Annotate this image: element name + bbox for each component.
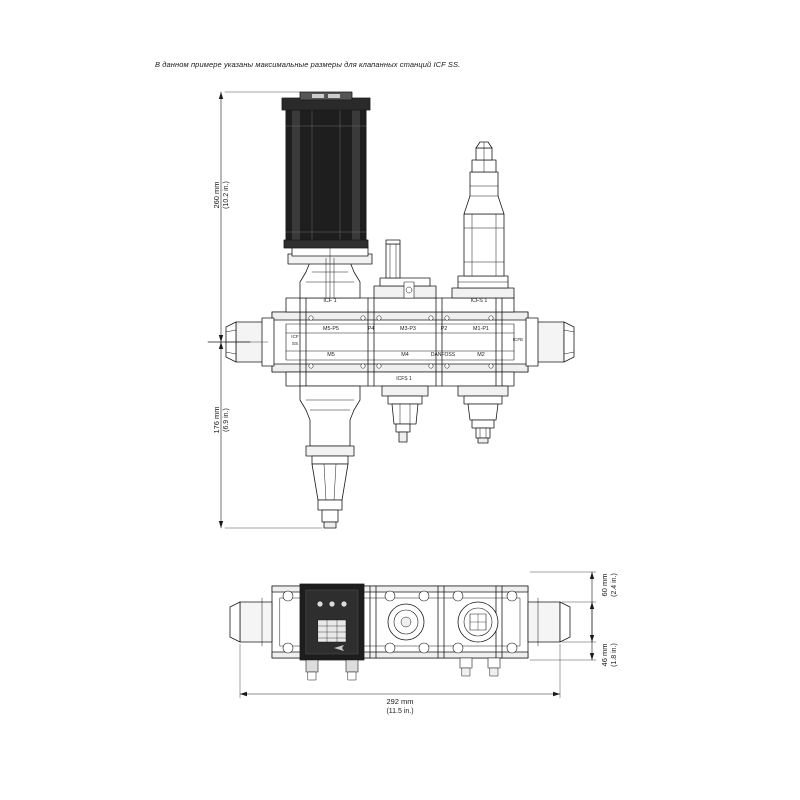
- front-view-module-solenoid: [452, 142, 514, 298]
- mark-port-m2: M2: [477, 352, 485, 358]
- dim-label-292: 292 mm (11.5 in.): [386, 697, 414, 716]
- mark-port-m5: M5: [327, 352, 335, 358]
- dim-label-60: 60 mm (2.4 in.): [600, 573, 619, 597]
- mark-bottom-center: ICFS 1: [396, 376, 412, 382]
- mark-port-p5: M5-P5: [323, 326, 339, 332]
- front-view-module-actuator: [282, 92, 372, 298]
- front-view-lower-stem-right: [458, 386, 508, 443]
- mark-brand: DANFOSS: [430, 352, 456, 358]
- dim-label-46: 46 mm (1.8 in.): [600, 643, 619, 667]
- mark-port-m4: M4: [401, 352, 409, 358]
- mark-port-p2: P2: [440, 326, 448, 332]
- mark-port-p4: P4: [367, 326, 375, 332]
- mark-upper-left-block: ICF 1: [323, 298, 337, 304]
- mark-left-small-1: ICF: [291, 334, 299, 339]
- front-view-lower-stem-middle: [382, 386, 428, 442]
- front-view-body: [226, 298, 574, 386]
- figure-caption: В данном примере указаны максимальные размеры для клапанных станций ICF SS.: [155, 60, 461, 69]
- mark-upper-right-block: ICFS 1: [470, 298, 488, 304]
- mark-port-p3: M3-P3: [400, 326, 416, 332]
- dim-label-176: 176 mm (6.9 in.): [212, 406, 231, 434]
- mark-port-p1: M1-P1: [473, 326, 489, 332]
- top-view-body: [230, 584, 570, 680]
- front-view-lower-stem-left: [300, 386, 360, 528]
- front-view-module-service: [374, 240, 436, 298]
- mark-left-small-2: SS: [291, 341, 299, 346]
- mark-right-small: ICFE: [512, 337, 524, 342]
- dim-label-260: 260 mm (10.2 in.): [212, 181, 231, 209]
